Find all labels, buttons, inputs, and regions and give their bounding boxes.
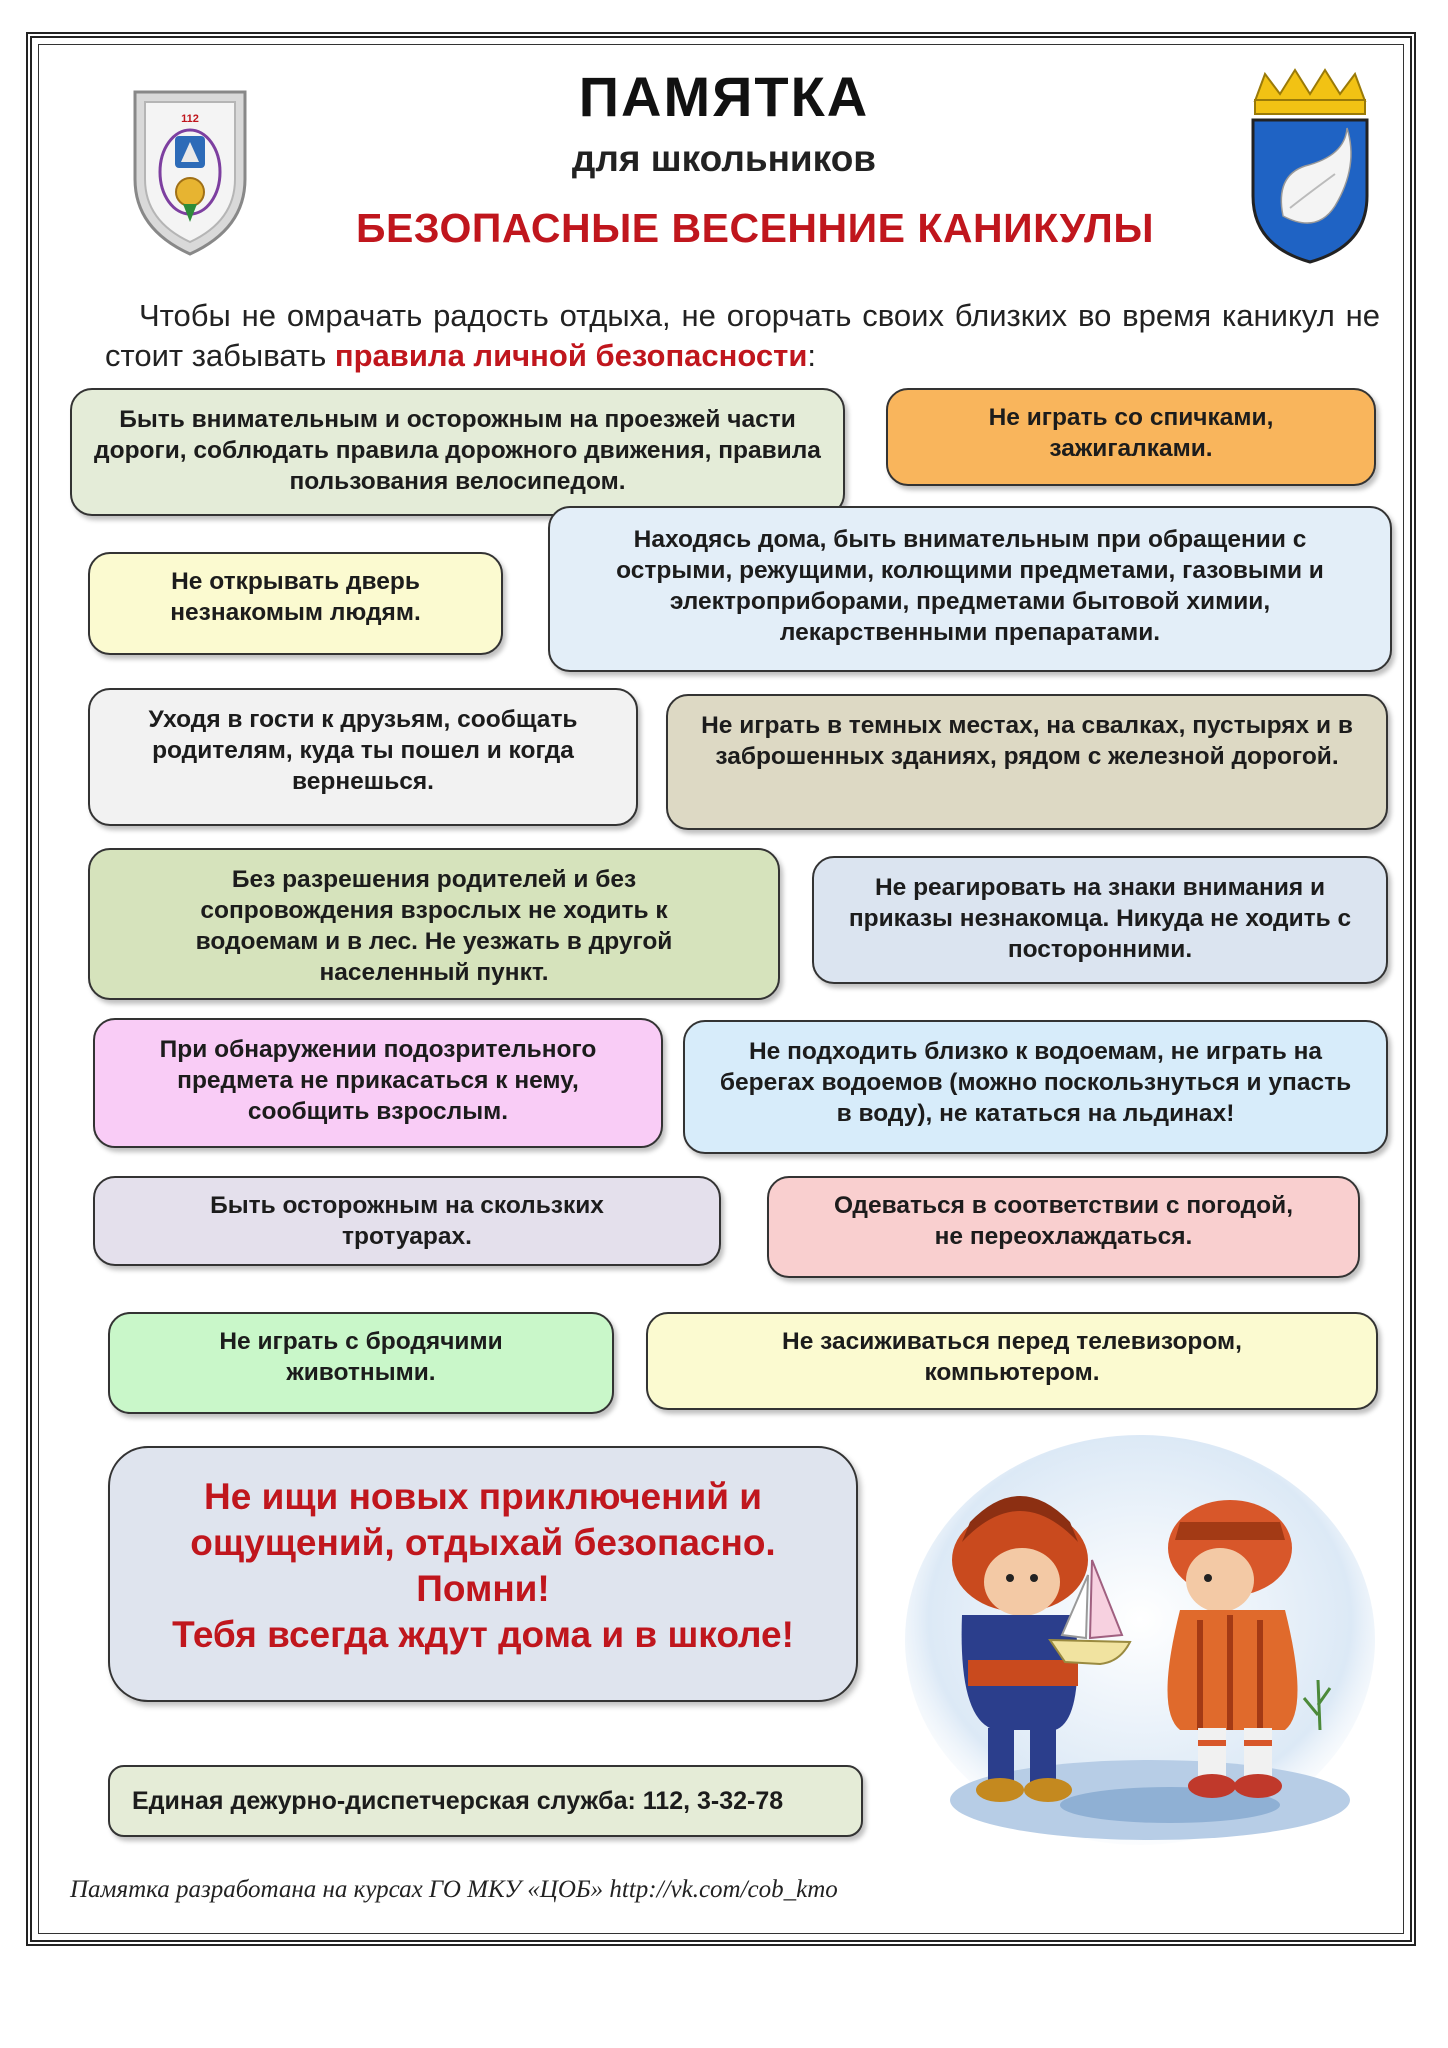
rule-text: Без разрешения родителей и без сопровождения взрослых не ходить к водоемам и в лес. Не уезжать в другой населенный пункт. xyxy=(195,866,673,986)
intro-text: Чтобы не омрачать радость отдыха, не огорчать своих близких во время каникул не стоит забывать xyxy=(105,298,1380,373)
rule-text: Быть внимательным и осторожным на проезжей части дороги, соблюдать правила дорожного движения, правила пользования велосипедом. xyxy=(94,406,821,495)
motto-line: Тебя всегда ждут дома и в школе! xyxy=(172,1614,794,1655)
emblem-number: 112 xyxy=(181,113,199,125)
motto-line: ощущений, отдыхай безопасно. xyxy=(190,1522,776,1563)
rule-text: Уходя в гости к друзьям, сообщать родителям, куда ты пошел и когда вернешься. xyxy=(148,706,578,795)
rule-box xyxy=(88,552,503,655)
footer-credit: Памятка разработана на курсах ГО МКУ «ЦОБ» http://vk.com/cob_kmo xyxy=(70,1876,838,1903)
rule-box xyxy=(767,1176,1360,1278)
rule-box xyxy=(666,694,1388,830)
rule-box xyxy=(812,856,1388,984)
intro-highlight: правила личной безопасности xyxy=(334,338,808,373)
rule-box xyxy=(683,1020,1388,1154)
emergency-service-box xyxy=(108,1765,863,1837)
rule-text: Не играть с бродячими животными. xyxy=(219,1328,503,1386)
motto-box xyxy=(108,1446,858,1702)
rule-text: Не открывать дверь незнакомым людям. xyxy=(170,568,421,626)
rule-text: Не играть в темных местах, на свалках, пустырях и в заброшенных зданиях, рядом с железной дорогой. xyxy=(701,712,1353,770)
rule-text: Не подходить близко к водоемам, не играть на берегах водоемов (можно поскользнуться и упасть в воду), не кататься на льдинах! xyxy=(719,1038,1352,1127)
rule-box xyxy=(88,848,780,1000)
page-title: ПАМЯТКА xyxy=(578,65,870,128)
page-subtitle: для школьников xyxy=(571,138,877,179)
motto-line: Не ищи новых приключений и xyxy=(204,1476,762,1517)
rule-text: Быть осторожным на скользких тротуарах. xyxy=(210,1192,604,1250)
rule-box xyxy=(548,506,1392,672)
rule-text: Не засиживаться перед телевизором, компьютером. xyxy=(782,1328,1242,1386)
rule-box xyxy=(88,688,638,826)
children-boat-illustration xyxy=(900,1430,1380,1850)
rule-box xyxy=(70,388,845,516)
rule-box xyxy=(93,1176,721,1266)
rule-box xyxy=(886,388,1376,486)
rule-box xyxy=(108,1312,614,1414)
motto-line: Помни! xyxy=(416,1568,550,1609)
rule-text: Не играть со спичками, зажигалками. xyxy=(988,404,1274,462)
intro-colon: : xyxy=(807,338,817,373)
emergency-service-text: Единая дежурно-диспетчерская служба: 112, 3-32-78 xyxy=(132,1787,784,1815)
rule-text: Одеваться в соответствии с погодой, не переохлаждаться. xyxy=(833,1192,1294,1250)
rule-text: Находясь дома, быть внимательным при обращении с острыми, режущими, колющими предметами, газовыми и электроприборами, предметами бытовой химии, лекарственными препаратами. xyxy=(616,526,1324,646)
intro-paragraph xyxy=(105,296,1380,376)
rule-text: Не реагировать на знаки внимания и приказы незнакомца. Никуда не ходить с посторонними. xyxy=(848,874,1352,963)
rule-box xyxy=(646,1312,1378,1410)
rule-box xyxy=(93,1018,663,1148)
rule-text: При обнаружении подозрительного предмета не прикасаться к нему, сообщить взрослым. xyxy=(159,1036,597,1125)
page-heading: БЕЗОПАСНЫЕ ВЕСЕННИЕ КАНИКУЛЫ xyxy=(356,205,1154,251)
